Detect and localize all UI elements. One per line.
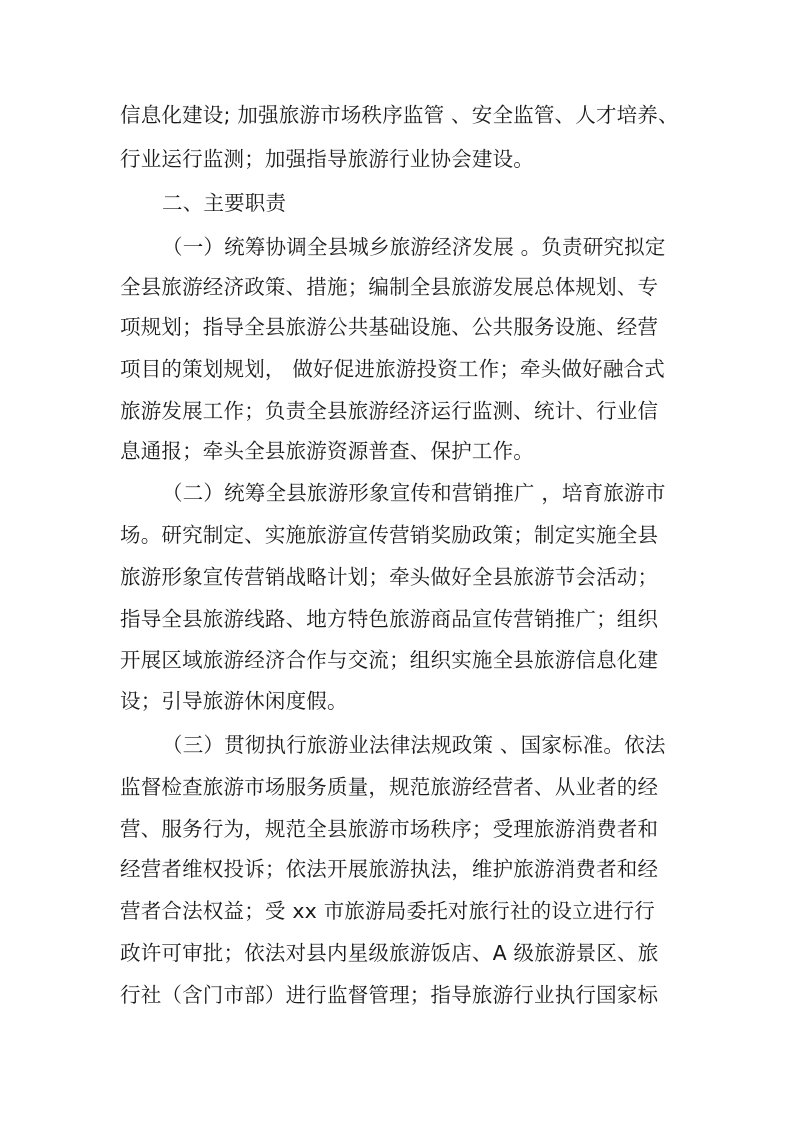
text-line: 监督检查旅游市场服务质量，规范旅游经营者、从业者的经 [120,775,659,799]
text-line: 经营者维权投诉；依法开展旅游执法，维护旅游消费者和经 [120,857,659,881]
text-line: 行社（含门市部）进行监督管理；指导旅游行业执行国家标 [120,983,659,1007]
text-line: 营者合法权益；受 xx 市旅游局委托对旅行社的设立进行行 [120,899,655,923]
text-line: 项规划；指导全县旅游公共基础设施、公共服务设施、经营 [120,315,659,339]
section-heading: 二、主要职责 [162,191,287,215]
text-line: 项目的策划规划， 做好促进旅游投资工作；牵头做好融合式 [120,357,665,381]
text-line: （三）贯彻执行旅游业法律法规政策 、国家标准。依法 [162,733,666,757]
text-line: （二）统筹全县旅游形象宣传和营销推广 ，培育旅游市 [162,481,666,505]
text-line: 设；引导旅游休闲度假。 [120,689,348,713]
text-line: 旅游形象宣传营销战略计划；牵头做好全县旅游节会活动； [120,565,659,589]
text-line: 信息化建设; 加强旅游市场秩序监管 、安全监管、人才培养、 [120,103,679,127]
text-line: （一）统筹协调全县城乡旅游经济发展 。负责研究拟定 [162,235,666,259]
text-line: 场。研究制定、实施旅游宣传营销奖励政策；制定实施全县 [120,523,659,547]
text-line: 开展区域旅游经济合作与交流；组织实施全县旅游信息化建 [120,648,659,672]
text-line: 行业运行监测；加强指导旅游行业协会建设。 [120,147,534,171]
text-line: 营、服务行为，规范全县旅游市场秩序；受理旅游消费者和 [120,817,659,841]
text-line: 旅游发展工作；负责全县旅游经济运行监测、统计、行业信 [120,399,659,423]
text-line: 全县旅游经济政策、措施；编制全县旅游发展总体规划、专 [120,275,659,299]
text-line: 指导全县旅游线路、地方特色旅游商品宣传营销推广；组织 [120,607,659,631]
text-line: 息通报；牵头全县旅游资源普查、保护工作。 [120,439,534,463]
text-line: 政许可审批；依法对县内星级旅游饭店、A 级旅游景区、旅 [120,941,659,965]
